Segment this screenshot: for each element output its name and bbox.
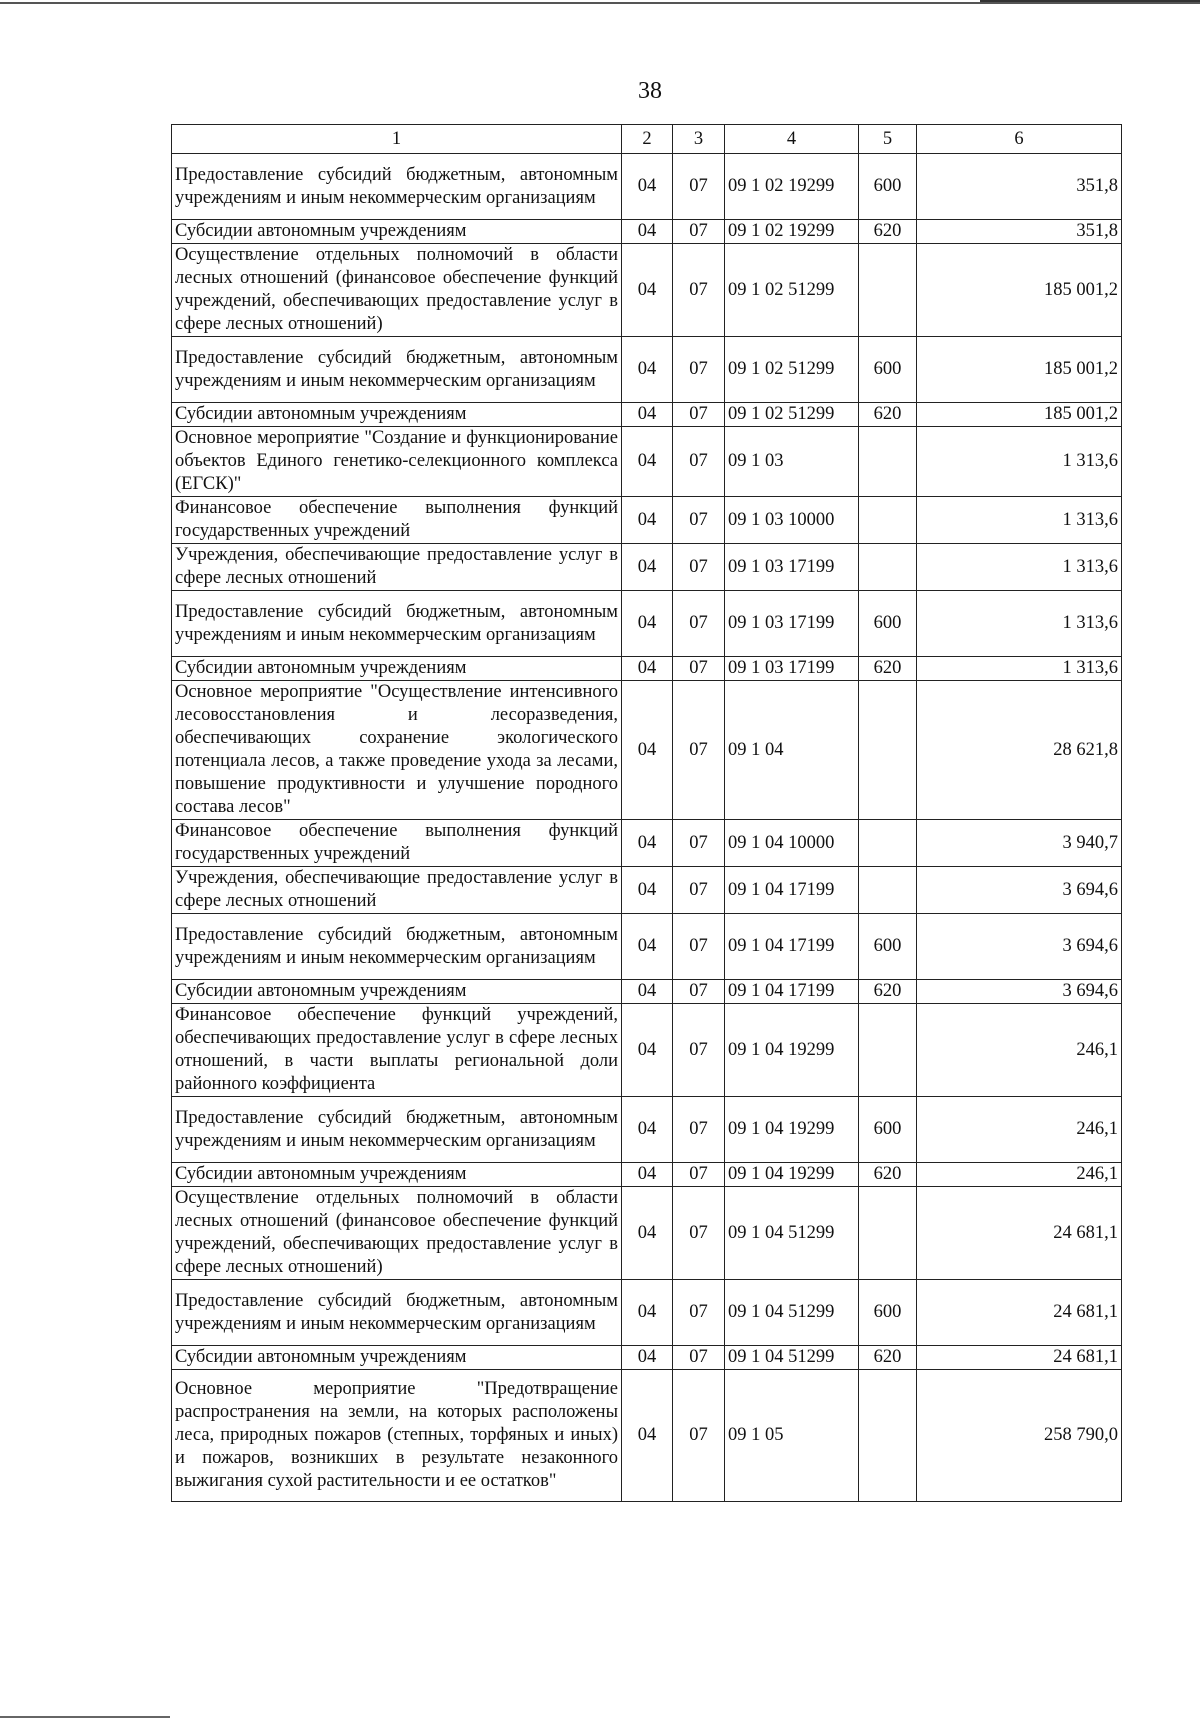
row-expense-type-cell: 620 [859,403,917,427]
row-amount-cell: 185 001,2 [917,244,1122,337]
scan-edge-top-right [980,0,1200,2]
table-row [172,591,1122,657]
row-target-article-cell: 09 1 02 19299 [725,154,859,220]
header-cell-name: 1 [172,125,622,154]
page-number: 38 [638,78,662,104]
row-section-cell: 04 [622,591,673,657]
row-subsection-cell: 07 [673,867,725,914]
row-amount-cell: 3 694,6 [917,867,1122,914]
row-section-cell: 04 [622,244,673,337]
row-section-cell: 04 [622,427,673,497]
table-row [172,154,1122,220]
table-row [172,427,1122,497]
row-amount-cell: 1 313,6 [917,657,1122,681]
row-name-cell: Предоставление субсидий бюджетным, автономным учреждениям и иным некоммерческим организациям [172,154,622,220]
row-target-article-cell: 09 1 04 19299 [725,1163,859,1187]
row-expense-type-cell: 600 [859,337,917,403]
row-subsection-cell: 07 [673,1187,725,1280]
row-target-article-cell: 09 1 03 [725,427,859,497]
table-row [172,1346,1122,1370]
row-amount-cell: 258 790,0 [917,1370,1122,1502]
row-name-cell: Финансовое обеспечение выполнения функций государственных учреждений [172,497,622,544]
row-section-cell: 04 [622,980,673,1004]
table-row [172,403,1122,427]
scan-edge-bottom [0,1716,170,1718]
row-name-cell: Предоставление субсидий бюджетным, автономным учреждениям и иным некоммерческим организациям [172,914,622,980]
table-row [172,1280,1122,1346]
row-subsection-cell: 07 [673,220,725,244]
table-row [172,1187,1122,1280]
row-amount-cell: 24 681,1 [917,1187,1122,1280]
row-target-article-cell: 09 1 02 51299 [725,403,859,427]
row-subsection-cell: 07 [673,681,725,820]
row-section-cell: 04 [622,220,673,244]
row-subsection-cell: 07 [673,403,725,427]
row-expense-type-cell [859,544,917,591]
row-amount-cell: 246,1 [917,1004,1122,1097]
row-subsection-cell: 07 [673,154,725,220]
table-row [172,244,1122,337]
row-target-article-cell: 09 1 03 17199 [725,544,859,591]
row-subsection-cell: 07 [673,337,725,403]
header-row [172,125,1122,154]
row-subsection-cell: 07 [673,1346,725,1370]
row-name-cell: Предоставление субсидий бюджетным, автономным учреждениям и иным некоммерческим организациям [172,337,622,403]
row-target-article-cell: 09 1 02 51299 [725,337,859,403]
row-name-cell: Основное мероприятие "Создание и функционирование объектов Единого генетико-селекционного комплекса (ЕГСК)" [172,427,622,497]
row-amount-cell: 185 001,2 [917,403,1122,427]
row-amount-cell: 24 681,1 [917,1280,1122,1346]
budget-table [171,124,1122,1502]
row-target-article-cell: 09 1 02 19299 [725,220,859,244]
row-section-cell: 04 [622,681,673,820]
row-subsection-cell: 07 [673,497,725,544]
row-expense-type-cell [859,497,917,544]
table-row [172,681,1122,820]
row-expense-type-cell: 620 [859,220,917,244]
row-amount-cell: 3 694,6 [917,980,1122,1004]
row-subsection-cell: 07 [673,591,725,657]
row-section-cell: 04 [622,820,673,867]
row-target-article-cell: 09 1 02 51299 [725,244,859,337]
row-subsection-cell: 07 [673,1163,725,1187]
header-cell-amount: 6 [917,125,1122,154]
scan-edge-top [0,2,1200,4]
row-amount-cell: 351,8 [917,154,1122,220]
row-amount-cell: 3 694,6 [917,914,1122,980]
row-section-cell: 04 [622,337,673,403]
row-name-cell: Осуществление отдельных полномочий в области лесных отношений (финансовое обеспечение функций учреждений, обеспечивающих предоставление услуг в сфере лесных отношений) [172,244,622,337]
row-section-cell: 04 [622,867,673,914]
row-subsection-cell: 07 [673,980,725,1004]
row-expense-type-cell: 620 [859,1163,917,1187]
row-expense-type-cell: 600 [859,1097,917,1163]
row-name-cell: Субсидии автономным учреждениям [172,220,622,244]
row-name-cell: Предоставление субсидий бюджетным, автономным учреждениям и иным некоммерческим организациям [172,1280,622,1346]
row-section-cell: 04 [622,497,673,544]
row-expense-type-cell [859,820,917,867]
row-section-cell: 04 [622,657,673,681]
row-expense-type-cell [859,427,917,497]
row-amount-cell: 351,8 [917,220,1122,244]
row-expense-type-cell: 600 [859,154,917,220]
row-expense-type-cell [859,867,917,914]
row-name-cell: Субсидии автономным учреждениям [172,657,622,681]
row-amount-cell: 246,1 [917,1163,1122,1187]
row-expense-type-cell: 600 [859,591,917,657]
table-row [172,1370,1122,1502]
table-row [172,980,1122,1004]
row-expense-type-cell: 600 [859,1280,917,1346]
row-expense-type-cell: 620 [859,657,917,681]
row-subsection-cell: 07 [673,914,725,980]
row-section-cell: 04 [622,544,673,591]
row-target-article-cell: 09 1 04 17199 [725,980,859,1004]
row-subsection-cell: 07 [673,427,725,497]
row-section-cell: 04 [622,1163,673,1187]
header-cell-section: 2 [622,125,673,154]
row-subsection-cell: 07 [673,820,725,867]
header-cell-target-article: 4 [725,125,859,154]
row-target-article-cell: 09 1 04 [725,681,859,820]
table-row [172,1097,1122,1163]
table-row [172,820,1122,867]
row-name-cell: Субсидии автономным учреждениям [172,403,622,427]
row-name-cell: Предоставление субсидий бюджетным, автономным учреждениям и иным некоммерческим организациям [172,591,622,657]
row-subsection-cell: 07 [673,244,725,337]
row-name-cell: Субсидии автономным учреждениям [172,1163,622,1187]
row-name-cell: Финансовое обеспечение выполнения функций государственных учреждений [172,820,622,867]
row-subsection-cell: 07 [673,1004,725,1097]
row-section-cell: 04 [622,1280,673,1346]
row-target-article-cell: 09 1 05 [725,1370,859,1502]
row-expense-type-cell [859,1004,917,1097]
row-amount-cell: 3 940,7 [917,820,1122,867]
row-section-cell: 04 [622,154,673,220]
header-cell-subsection: 3 [673,125,725,154]
row-target-article-cell: 09 1 04 51299 [725,1187,859,1280]
row-amount-cell: 185 001,2 [917,337,1122,403]
row-name-cell: Субсидии автономным учреждениям [172,1346,622,1370]
row-section-cell: 04 [622,1370,673,1502]
row-expense-type-cell: 620 [859,980,917,1004]
row-name-cell: Основное мероприятие "Осуществление интенсивного лесовосстановления и лесоразведения, обеспечивающих сохранение экологического потенциала лесов, а также проведение ухода за лесами, повышение продуктивности и улучшение породного состава лесов" [172,681,622,820]
row-name-cell: Учреждения, обеспечивающие предоставление услуг в сфере лесных отношений [172,544,622,591]
row-expense-type-cell [859,244,917,337]
row-target-article-cell: 09 1 04 19299 [725,1097,859,1163]
row-target-article-cell: 09 1 04 10000 [725,820,859,867]
row-expense-type-cell: 600 [859,914,917,980]
row-target-article-cell: 09 1 04 51299 [725,1280,859,1346]
table-row [172,337,1122,403]
row-amount-cell: 1 313,6 [917,427,1122,497]
row-target-article-cell: 09 1 03 17199 [725,591,859,657]
table-row [172,657,1122,681]
row-target-article-cell: 09 1 04 17199 [725,867,859,914]
row-section-cell: 04 [622,914,673,980]
row-subsection-cell: 07 [673,544,725,591]
row-expense-type-cell [859,1370,917,1502]
row-subsection-cell: 07 [673,1097,725,1163]
row-target-article-cell: 09 1 04 51299 [725,1346,859,1370]
row-expense-type-cell [859,1187,917,1280]
row-name-cell: Учреждения, обеспечивающие предоставление услуг в сфере лесных отношений [172,867,622,914]
row-section-cell: 04 [622,1004,673,1097]
row-amount-cell: 1 313,6 [917,591,1122,657]
row-expense-type-cell: 620 [859,1346,917,1370]
row-target-article-cell: 09 1 03 10000 [725,497,859,544]
row-target-article-cell: 09 1 03 17199 [725,657,859,681]
row-section-cell: 04 [622,1097,673,1163]
table-row [172,867,1122,914]
row-subsection-cell: 07 [673,657,725,681]
row-amount-cell: 28 621,8 [917,681,1122,820]
row-target-article-cell: 09 1 04 19299 [725,1004,859,1097]
row-subsection-cell: 07 [673,1370,725,1502]
row-name-cell: Основное мероприятие "Предотвращение распространения на земли, на которых расположены леса, природных пожаров (степных, торфяных и иных) и пожаров, возникших в результате незаконного выжигания сухой растительности и ее остатков" [172,1370,622,1502]
row-section-cell: 04 [622,1346,673,1370]
row-name-cell: Финансовое обеспечение функций учреждений, обеспечивающих предоставление услуг в сфере лесных отношений, в части выплаты региональной доли районного коэффициента [172,1004,622,1097]
table-row [172,1163,1122,1187]
row-section-cell: 04 [622,1187,673,1280]
table-row [172,220,1122,244]
row-name-cell: Субсидии автономным учреждениям [172,980,622,1004]
row-target-article-cell: 09 1 04 17199 [725,914,859,980]
row-amount-cell: 24 681,1 [917,1346,1122,1370]
row-name-cell: Предоставление субсидий бюджетным, автономным учреждениям и иным некоммерческим организациям [172,1097,622,1163]
row-amount-cell: 1 313,6 [917,544,1122,591]
table-row [172,544,1122,591]
row-expense-type-cell [859,681,917,820]
row-subsection-cell: 07 [673,1280,725,1346]
table-row [172,914,1122,980]
row-name-cell: Осуществление отдельных полномочий в области лесных отношений (финансовое обеспечение функций учреждений, обеспечивающих предоставление услуг в сфере лесных отношений) [172,1187,622,1280]
row-amount-cell: 246,1 [917,1097,1122,1163]
row-amount-cell: 1 313,6 [917,497,1122,544]
table-row [172,497,1122,544]
table-row [172,1004,1122,1097]
header-cell-expense-type: 5 [859,125,917,154]
row-section-cell: 04 [622,403,673,427]
